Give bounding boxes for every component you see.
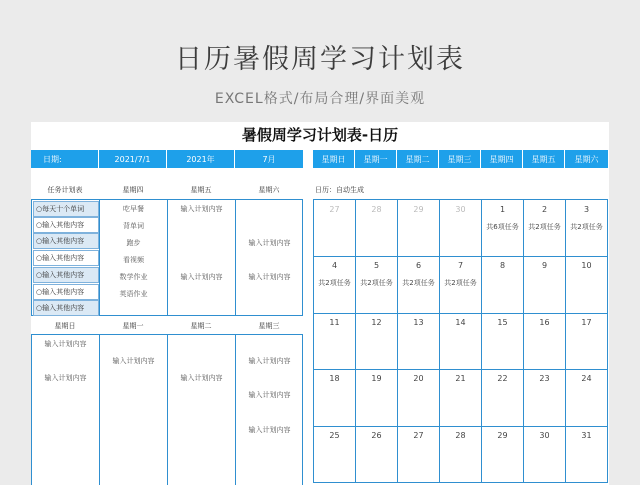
calendar-day-number: 10 (581, 261, 592, 271)
calendar-day-cell[interactable] (440, 369, 482, 425)
calendar-row-divider (314, 426, 607, 427)
calendar-day-number: 13 (413, 317, 424, 327)
thursday-item[interactable]: 跑步 (126, 239, 141, 247)
calendar-day-number: 27 (329, 205, 340, 214)
calendar-day-number: 26 (371, 430, 382, 440)
task-item[interactable]: ○输入其他内容 (33, 233, 99, 249)
calendar-day-number: 19 (371, 374, 382, 384)
calendar-day-cell[interactable] (356, 426, 398, 482)
bottom-schedule-headers (31, 320, 303, 332)
task-item[interactable]: ○输入其他内容 (33, 250, 99, 266)
task-item[interactable]: ○输入其他内容 (33, 284, 99, 300)
calendar-day-cell[interactable] (356, 200, 398, 256)
calendar-day-cell[interactable] (524, 426, 566, 482)
calendar-day-cell[interactable] (566, 200, 607, 256)
top-schedule-grid (31, 199, 303, 316)
calendar-day-cell[interactable] (524, 369, 566, 425)
calendar-day-number: 9 (541, 261, 548, 271)
calendar-task-count: 共2项任务 (360, 279, 393, 288)
sunday-item[interactable]: 输入计划内容 (44, 340, 87, 348)
calendar-day-number: 25 (329, 430, 340, 440)
calendar-weekday-header: 星期六 (574, 154, 599, 164)
calendar-task-count: 共2项任务 (444, 279, 477, 288)
calendar-day-number: 30 (539, 430, 550, 440)
calendar-caption: 日历：自动生成 (315, 186, 364, 194)
date-bar (31, 150, 303, 168)
calendar-day-cell[interactable] (440, 426, 482, 482)
calendar-task-count: 共2项任务 (570, 223, 603, 231)
calendar-day-number: 18 (329, 374, 340, 384)
calendar-day-number: 23 (539, 374, 550, 384)
calendar-day-cell[interactable] (356, 256, 398, 312)
calendar-day-number: 4 (331, 261, 338, 271)
date-label: 日期: (31, 150, 99, 168)
date-value-cell[interactable]: 2021/7/1 (99, 150, 167, 168)
saturday-item[interactable]: 输入计划内容 (248, 273, 291, 281)
calendar-day-number: 16 (539, 317, 550, 327)
calendar-week-row (314, 256, 607, 312)
calendar-row-divider (314, 256, 607, 257)
header-thursday: 星期四 (122, 186, 144, 194)
header-tuesday: 星期二 (190, 322, 212, 330)
calendar-day-number: 15 (497, 317, 508, 327)
calendar-day-cell[interactable] (524, 200, 566, 256)
calendar-day-number: 31 (581, 430, 592, 440)
calendar-day-cell[interactable] (398, 200, 440, 256)
thursday-item[interactable]: 数学作业 (119, 273, 148, 281)
calendar-day-cell[interactable] (356, 313, 398, 369)
calendar-day-number: 14 (455, 317, 466, 327)
sheet-title: 暑假周学习计划表-日历 (241, 126, 399, 144)
month-value-cell[interactable]: 7月 (262, 154, 276, 164)
header-monday: 星期一 (122, 322, 144, 330)
calendar-day-cell[interactable] (440, 313, 482, 369)
wednesday-item[interactable]: 输入计划内容 (248, 357, 291, 365)
calendar-day-number: 7 (457, 261, 464, 271)
calendar-day-cell[interactable] (440, 256, 482, 312)
calendar-day-number: 21 (455, 374, 466, 384)
wednesday-item[interactable]: 输入计划内容 (248, 391, 291, 399)
calendar-day-number: 11 (329, 317, 340, 327)
monday-item[interactable]: 输入计划内容 (112, 357, 155, 365)
calendar-day-cell[interactable] (314, 369, 356, 425)
calendar-day-number: 17 (581, 317, 592, 327)
calendar-weekday-header: 星期三 (439, 150, 481, 168)
calendar-row-divider (314, 313, 607, 314)
task-item[interactable]: ○输入其他内容 (33, 267, 99, 283)
sunday-item[interactable]: 输入计划内容 (44, 374, 87, 382)
thursday-item[interactable]: 看视频 (123, 256, 144, 264)
calendar-day-cell[interactable] (398, 313, 440, 369)
calendar-day-number: 29 (497, 430, 508, 440)
thursday-item[interactable]: 背单词 (123, 222, 144, 230)
calendar-week-row (314, 426, 607, 482)
calendar-day-number: 6 (415, 261, 422, 271)
header-task-plan: 任务计划表 (47, 186, 83, 194)
calendar-day-cell[interactable] (314, 313, 356, 369)
calendar-task-count: 共2项任务 (528, 223, 561, 231)
calendar-day-cell[interactable] (440, 200, 482, 256)
calendar-day-number: 20 (413, 374, 424, 384)
calendar-day-cell[interactable] (566, 369, 607, 425)
calendar-day-cell[interactable] (482, 313, 524, 369)
friday-item[interactable]: 输入计划内容 (180, 205, 223, 213)
calendar-weekday-header: 星期五 (523, 150, 565, 168)
calendar-header-bar (313, 150, 608, 168)
calendar-day-cell[interactable] (398, 426, 440, 482)
calendar-task-count: 共2项任务 (402, 279, 435, 288)
spreadsheet (31, 122, 609, 485)
calendar-day-number: 28 (455, 430, 466, 440)
header-friday: 星期五 (190, 186, 212, 194)
calendar-weekday-header: 星期四 (481, 150, 523, 168)
calendar-day-number: 22 (497, 374, 508, 384)
calendar-task-count: 共2项任务 (318, 279, 351, 288)
calendar-day-cell[interactable] (482, 369, 524, 425)
calendar-day-cell[interactable] (314, 200, 356, 256)
calendar-day-cell[interactable] (566, 313, 607, 369)
calendar-task-count: 共6项任务 (486, 223, 519, 231)
header-sunday: 星期日 (54, 322, 76, 330)
top-schedule-headers (31, 184, 303, 196)
calendar-day-cell[interactable] (314, 426, 356, 482)
task-item[interactable]: ○每天十个单词 (33, 201, 99, 217)
friday-item[interactable]: 输入计划内容 (180, 273, 223, 281)
bottom-schedule-grid (31, 334, 303, 485)
calendar-day-cell[interactable] (482, 200, 524, 256)
calendar-day-number: 27 (413, 430, 424, 440)
calendar-day-cell[interactable] (482, 426, 524, 482)
calendar-day-number: 29 (413, 205, 424, 214)
calendar-day-number: 8 (499, 261, 506, 271)
calendar-day-number: 12 (371, 317, 382, 327)
calendar-weekday-header: 星期二 (397, 150, 439, 168)
wednesday-item[interactable]: 输入计划内容 (248, 426, 291, 434)
thursday-item[interactable]: 英语作业 (119, 290, 148, 298)
saturday-item[interactable]: 输入计划内容 (248, 239, 291, 247)
calendar-day-number: 28 (371, 205, 382, 214)
calendar-week-row (314, 200, 607, 256)
calendar-weekday-header: 星期一 (355, 150, 397, 168)
header-wednesday: 星期三 (258, 322, 280, 330)
calendar-grid (313, 199, 608, 483)
calendar-day-number: 3 (583, 205, 590, 214)
tuesday-item[interactable]: 输入计划内容 (180, 374, 223, 382)
calendar-row-divider (314, 369, 607, 370)
task-item[interactable]: ○输入其他内容 (33, 300, 99, 316)
calendar-day-cell[interactable] (566, 426, 607, 482)
calendar-weekday-header: 星期日 (313, 150, 355, 168)
calendar-day-cell[interactable] (566, 256, 607, 312)
calendar-day-cell[interactable] (398, 256, 440, 312)
calendar-day-number: 24 (581, 374, 592, 384)
calendar-day-cell[interactable] (314, 256, 356, 312)
calendar-week-row (314, 369, 607, 425)
calendar-day-cell[interactable] (356, 369, 398, 425)
page-title: 日历暑假周学习计划表 (175, 44, 465, 75)
calendar-day-cell[interactable] (398, 369, 440, 425)
page-subtitle: EXCEL格式/布局合理/界面美观 (214, 91, 426, 107)
calendar-day-number: 1 (499, 205, 506, 214)
calendar-day-cell[interactable] (482, 256, 524, 312)
task-item[interactable]: ○输入其他内容 (33, 217, 99, 233)
thursday-item[interactable]: 吃早餐 (123, 205, 144, 213)
calendar-day-cell[interactable] (524, 256, 566, 312)
calendar-week-row (314, 313, 607, 369)
calendar-day-number: 2 (541, 205, 548, 214)
year-value-cell[interactable]: 2021年 (167, 150, 235, 168)
header-saturday: 星期六 (258, 186, 280, 194)
calendar-day-number: 5 (373, 261, 380, 271)
calendar-day-number: 30 (455, 205, 466, 214)
calendar-day-cell[interactable] (524, 313, 566, 369)
